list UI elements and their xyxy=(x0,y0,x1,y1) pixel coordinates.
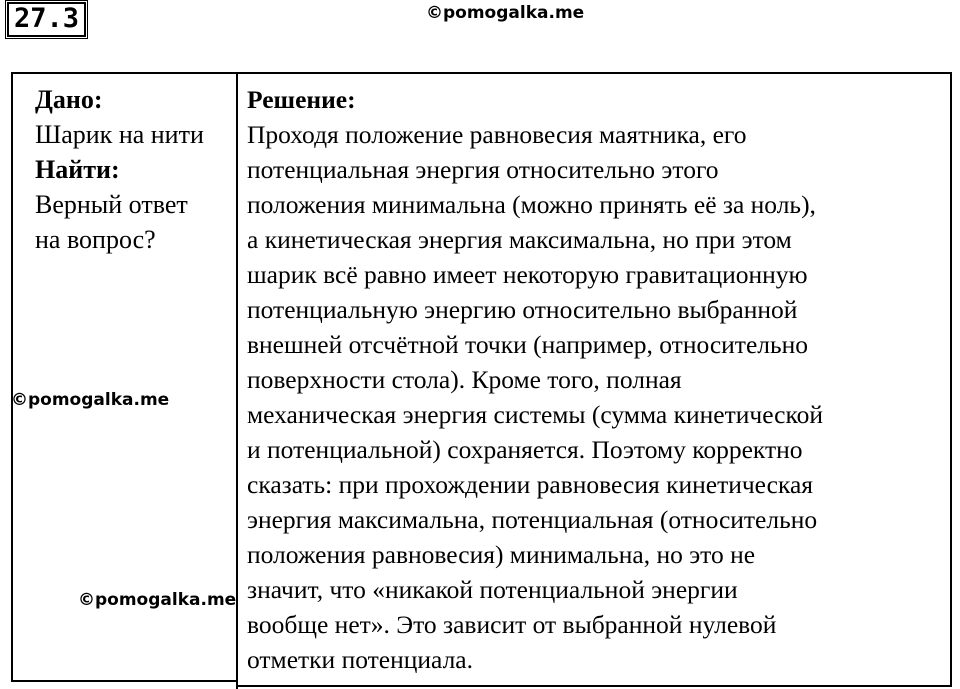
given-text-block xyxy=(35,82,235,257)
solution-line: положения равновесия) минимальна, но это не xyxy=(247,540,756,569)
solution-line: энергия максимальна, потенциальная (относительно xyxy=(247,505,818,534)
solution-line: сказать: при прохождении равновесия кинетическая xyxy=(247,470,814,499)
find-line: на вопрос? xyxy=(35,225,156,254)
watermark-top: ©pomogalka.me xyxy=(426,3,585,23)
solution-line: значит, что «никакой потенциальной энергии xyxy=(247,575,738,604)
solution-column xyxy=(236,72,952,687)
column-divider xyxy=(236,72,238,689)
solution-line: отметки потенциала. xyxy=(247,645,473,674)
watermark-middle: ©pomogalka.me xyxy=(11,390,170,410)
find-line: Верный ответ xyxy=(35,190,188,219)
solution-line: Проходя положение равновесия маятника, его xyxy=(247,120,747,149)
solution-line: внешней отсчётной точки (например, относительно xyxy=(247,330,809,359)
exercise-number: 27.3 xyxy=(14,3,80,34)
solution-line: вообще нет». Это зависит от выбранной нулевой xyxy=(247,610,777,639)
watermark-lower: ©pomogalka.me xyxy=(78,590,237,610)
solution-heading: Решение: xyxy=(247,85,356,114)
solution-line: шарик всё равно имеет некоторую гравитационную xyxy=(247,260,808,289)
exercise-number-box xyxy=(7,2,86,37)
solution-text-block xyxy=(247,82,947,677)
solution-line: а кинетическая энергия максимальна, но при этом xyxy=(247,225,792,254)
given-heading: Дано: xyxy=(35,85,103,114)
solution-line: положения минимальна (можно принять её за ноль), xyxy=(247,190,816,219)
solution-line: потенциальную энергию относительно выбранной xyxy=(247,295,798,324)
given-line: Шарик на нити xyxy=(35,120,204,149)
solution-line: поверхности стола). Кроме того, полная xyxy=(247,365,682,394)
find-heading: Найти: xyxy=(35,155,120,184)
solution-line: и потенциальной) сохраняется. Поэтому корректно xyxy=(247,435,803,464)
solution-line: механическая энергия системы (сумма кинетической xyxy=(247,400,823,429)
solution-line: потенциальная энергия относительно этого xyxy=(247,155,719,184)
